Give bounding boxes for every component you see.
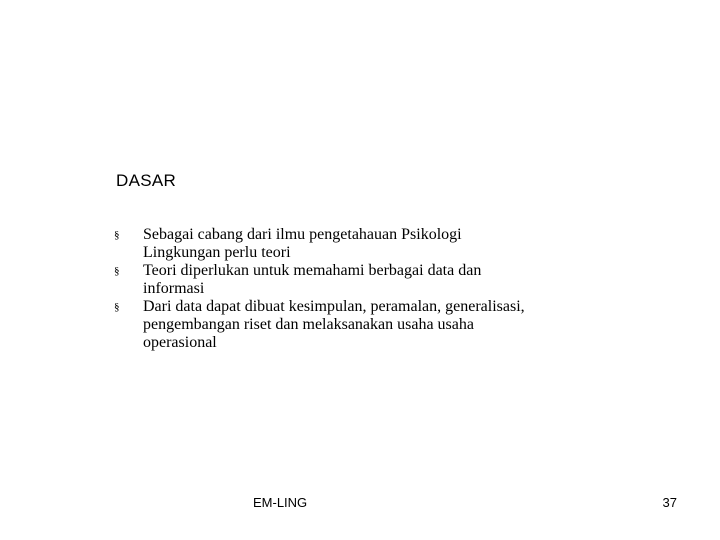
bullet-text-line: Teori diperlukan untuk memahami berbagai data dan: [143, 262, 482, 279]
slide-title: DASAR: [116, 171, 177, 190]
bullet-marker-icon: §: [114, 301, 120, 313]
bullet-text-line: pengembangan riset dan melaksanakan usaha usaha: [143, 316, 474, 333]
bullet-marker-icon: §: [114, 229, 120, 241]
bullet-item: [114, 226, 594, 262]
bullet-text-line: operasional: [143, 334, 217, 351]
bullet-text-line: informasi: [143, 280, 205, 297]
bullet-text-line: Lingkungan perlu teori: [143, 244, 291, 261]
bullet-text-line: Sebagai cabang dari ilmu pengetahauan Psikologi: [143, 226, 462, 243]
bullet-item: [114, 298, 594, 352]
bullet-item: [114, 262, 594, 298]
bullet-list: [114, 226, 594, 352]
footer-text: EM-LING: [253, 495, 308, 510]
bullet-marker-icon: §: [114, 265, 120, 277]
bullet-text-line: Dari data dapat dibuat kesimpulan, peramalan, generalisasi,: [143, 298, 525, 315]
page-number: 37: [662, 495, 677, 510]
